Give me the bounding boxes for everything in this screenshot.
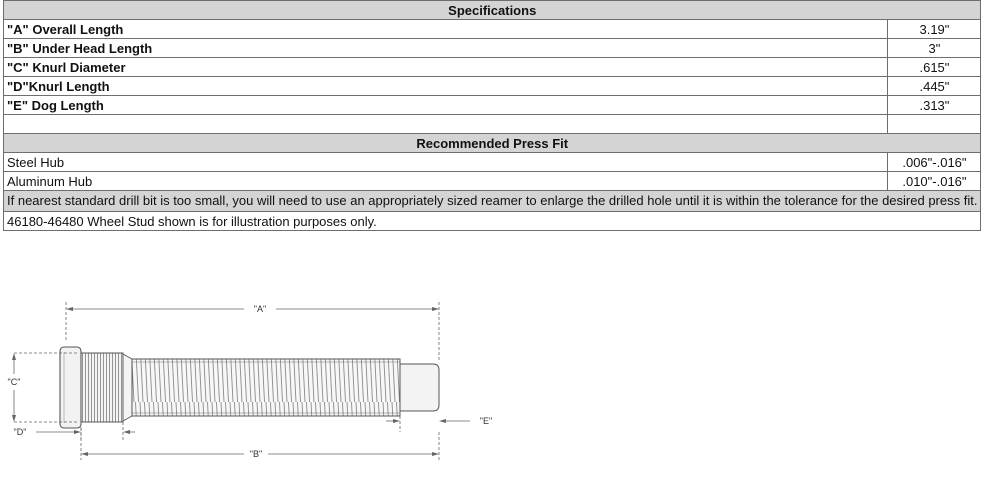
press-fit-header-row bbox=[4, 134, 981, 153]
spec-row bbox=[4, 96, 981, 115]
dimension-b bbox=[81, 428, 439, 460]
spec-label: "C" Knurl Diameter bbox=[4, 58, 888, 77]
press-fit-title: Recommended Press Fit bbox=[4, 134, 981, 153]
spec-row bbox=[4, 39, 981, 58]
press-fit-label: Aluminum Hub bbox=[4, 172, 888, 191]
dimension-a-label: "A" bbox=[253, 304, 267, 314]
dimension-d-label: "D" bbox=[13, 427, 27, 437]
empty-cell bbox=[4, 115, 888, 134]
spec-row bbox=[4, 77, 981, 96]
dimension-e-label: "E" bbox=[479, 416, 493, 426]
press-fit-value: .006"-.016" bbox=[888, 153, 981, 172]
spec-value: .615" bbox=[888, 58, 981, 77]
press-fit-note: If nearest standard drill bit is too small, you will need to use an appropriately sized reamer to enlarge the drilled hole until it is within the tolerance for the desired press fit. bbox=[4, 191, 981, 212]
spec-label: "D"Knurl Length bbox=[4, 77, 888, 96]
stud-head bbox=[60, 347, 81, 428]
press-fit-label: Steel Hub bbox=[4, 153, 888, 172]
stud-dog-point bbox=[400, 364, 439, 411]
dimension-c-label: "C" bbox=[7, 377, 21, 387]
wheel-stud-diagram bbox=[0, 282, 500, 494]
dimension-e bbox=[386, 411, 492, 432]
spec-label: "B" Under Head Length bbox=[4, 39, 888, 58]
press-fit-note-row bbox=[4, 191, 981, 212]
fine-print-row bbox=[4, 212, 981, 231]
spec-value: 3" bbox=[888, 39, 981, 58]
spec-value: .445" bbox=[888, 77, 981, 96]
spec-row bbox=[4, 20, 981, 39]
dimension-a bbox=[66, 302, 439, 360]
fine-print: 46180-46480 Wheel Stud shown is for illustration purposes only. bbox=[4, 212, 981, 231]
spec-value: .313" bbox=[888, 96, 981, 115]
specifications-title: Specifications bbox=[4, 1, 981, 20]
press-fit-row bbox=[4, 153, 981, 172]
press-fit-row bbox=[4, 172, 981, 191]
wheel-stud bbox=[60, 347, 439, 428]
spec-value: 3.19" bbox=[888, 20, 981, 39]
dimension-b-label: "B" bbox=[249, 449, 263, 459]
spec-label: "A" Overall Length bbox=[4, 20, 888, 39]
specifications-header-row bbox=[4, 1, 981, 20]
spec-empty-row bbox=[4, 115, 981, 134]
empty-cell bbox=[888, 115, 981, 134]
specifications-table bbox=[3, 0, 981, 231]
stud-thread bbox=[132, 359, 400, 416]
spec-row bbox=[4, 58, 981, 77]
press-fit-value: .010"-.016" bbox=[888, 172, 981, 191]
stud-knurl bbox=[81, 353, 123, 422]
spec-label: "E" Dog Length bbox=[4, 96, 888, 115]
